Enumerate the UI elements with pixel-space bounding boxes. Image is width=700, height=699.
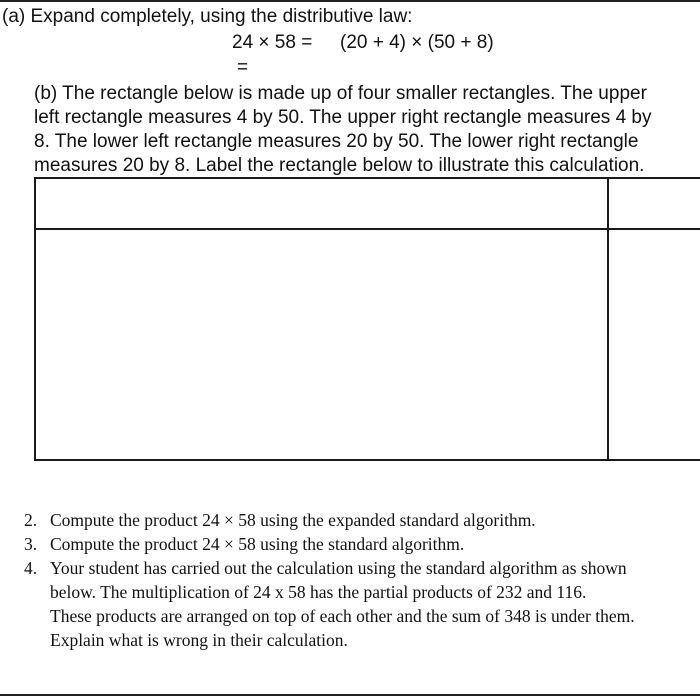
part-b-line: 8. The lower left rectangle measures 20 by 50. The lower right rectangle bbox=[34, 131, 639, 152]
question-list bbox=[24, 508, 700, 652]
question-number: 2. bbox=[24, 510, 38, 530]
rectangle-horizontal-divider bbox=[36, 228, 700, 230]
equals-sign: = bbox=[237, 57, 249, 78]
question-text: Compute the product 24 × 58 using the standard algorithm. bbox=[50, 534, 465, 554]
question-text: below. The multiplication of 24 x 58 has the partial products of 232 and 116. bbox=[50, 582, 587, 602]
part-b-instructions bbox=[34, 82, 700, 178]
question-4 bbox=[24, 556, 700, 652]
part-a-heading: (a) Expand completely, using the distributive law: bbox=[2, 6, 413, 27]
part-b-line: measures 20 by 8. Label the rectangle below to illustrate this calculation. bbox=[34, 155, 645, 176]
area-model-rectangle bbox=[34, 177, 700, 461]
bottom-rule bbox=[0, 694, 700, 696]
question-3 bbox=[24, 532, 700, 556]
question-text: Explain what is wrong in their calculation. bbox=[50, 630, 348, 650]
rectangle-vertical-divider bbox=[607, 179, 609, 459]
equation-lhs: 24 × 58 = bbox=[232, 32, 313, 53]
part-b-line: left rectangle measures 4 by 50. The upper right rectangle measures 4 by bbox=[34, 107, 652, 128]
question-number: 4. bbox=[24, 558, 38, 578]
question-number: 3. bbox=[24, 534, 38, 554]
question-text: Your student has carried out the calculation using the standard algorithm as shown bbox=[50, 558, 627, 578]
top-rule bbox=[0, 0, 700, 2]
question-text: These products are arranged on top of each other and the sum of 348 is under them. bbox=[50, 606, 635, 626]
question-text: Compute the product 24 × 58 using the expanded standard algorithm. bbox=[50, 510, 536, 530]
part-b-line: (b) The rectangle below is made up of four smaller rectangles. The upper bbox=[34, 83, 647, 104]
equation-rhs: (20 + 4) × (50 + 8) bbox=[340, 32, 494, 53]
question-2 bbox=[24, 508, 700, 532]
